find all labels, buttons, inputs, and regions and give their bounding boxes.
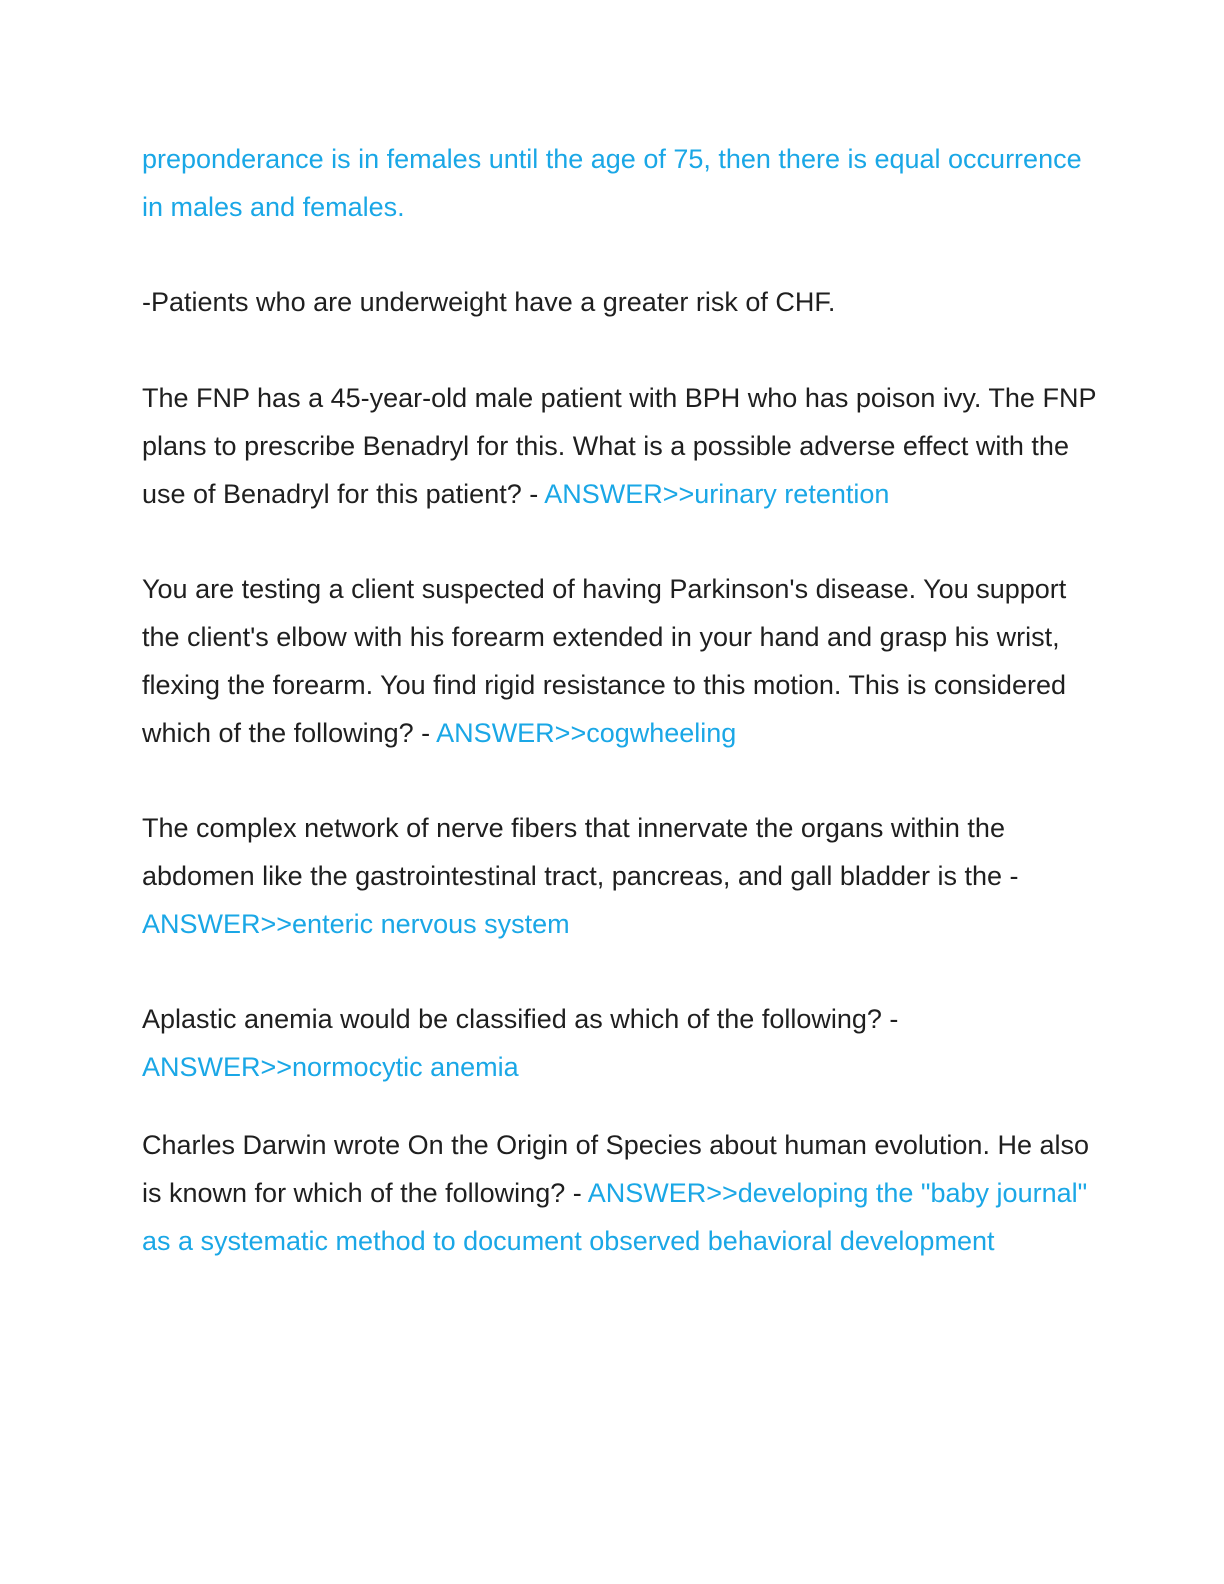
question-text: Aplastic anemia would be classified as which of the following? - [142,1004,899,1035]
answer-text: preponderance is in females until the age of 75, then there is equal occurrence in males and females. [142,144,1082,222]
question-text: Charles Darwin wrote On the Origin of Species about human evolution. He also is known for which of the following? - [142,1129,1089,1208]
answer-text: ANSWER>>cogwheeling [436,717,737,748]
qa-block-darwin [142,1122,1102,1265]
question-text: The complex network of nerve fibers that innervate the organs within the abdomen like the gastrointestinal tract, pancreas, and gall bladder is the - [142,813,1019,891]
answer-text: ANSWER>>urinary retention [544,478,890,509]
document-page [142,136,1102,1313]
qa-block-parkinsons [142,566,1102,757]
question-text: The FNP has a 45-year-old male patient with BPH who has poison ivy. The FNP plans to prescribe Benadryl for this. What is a possible adverse effect with the use of Benadryl for this patient? - [142,382,1096,509]
qa-block-note [142,279,1102,327]
qa-block-enteric [142,805,1102,948]
answer-text: ANSWER>>normocytic anemia [142,1052,519,1083]
question-text: You are testing a client suspected of having Parkinson's disease. You support the client's elbow with his forearm extended in your hand and grasp his wrist, flexing the forearm. You find rigid resistance to this motion. This is considered which of the following? - [142,574,1067,748]
answer-text: ANSWER>>developing the "baby journal" as a systematic method to document observed behavioral development [142,1177,1088,1256]
answer-text: ANSWER>>enteric nervous system [142,908,570,939]
qa-block-benadryl [142,375,1102,518]
qa-block-anemia [142,996,1102,1092]
qa-block-continuation [142,136,1102,232]
question-text: -Patients who are underweight have a greater risk of CHF. [142,287,836,318]
